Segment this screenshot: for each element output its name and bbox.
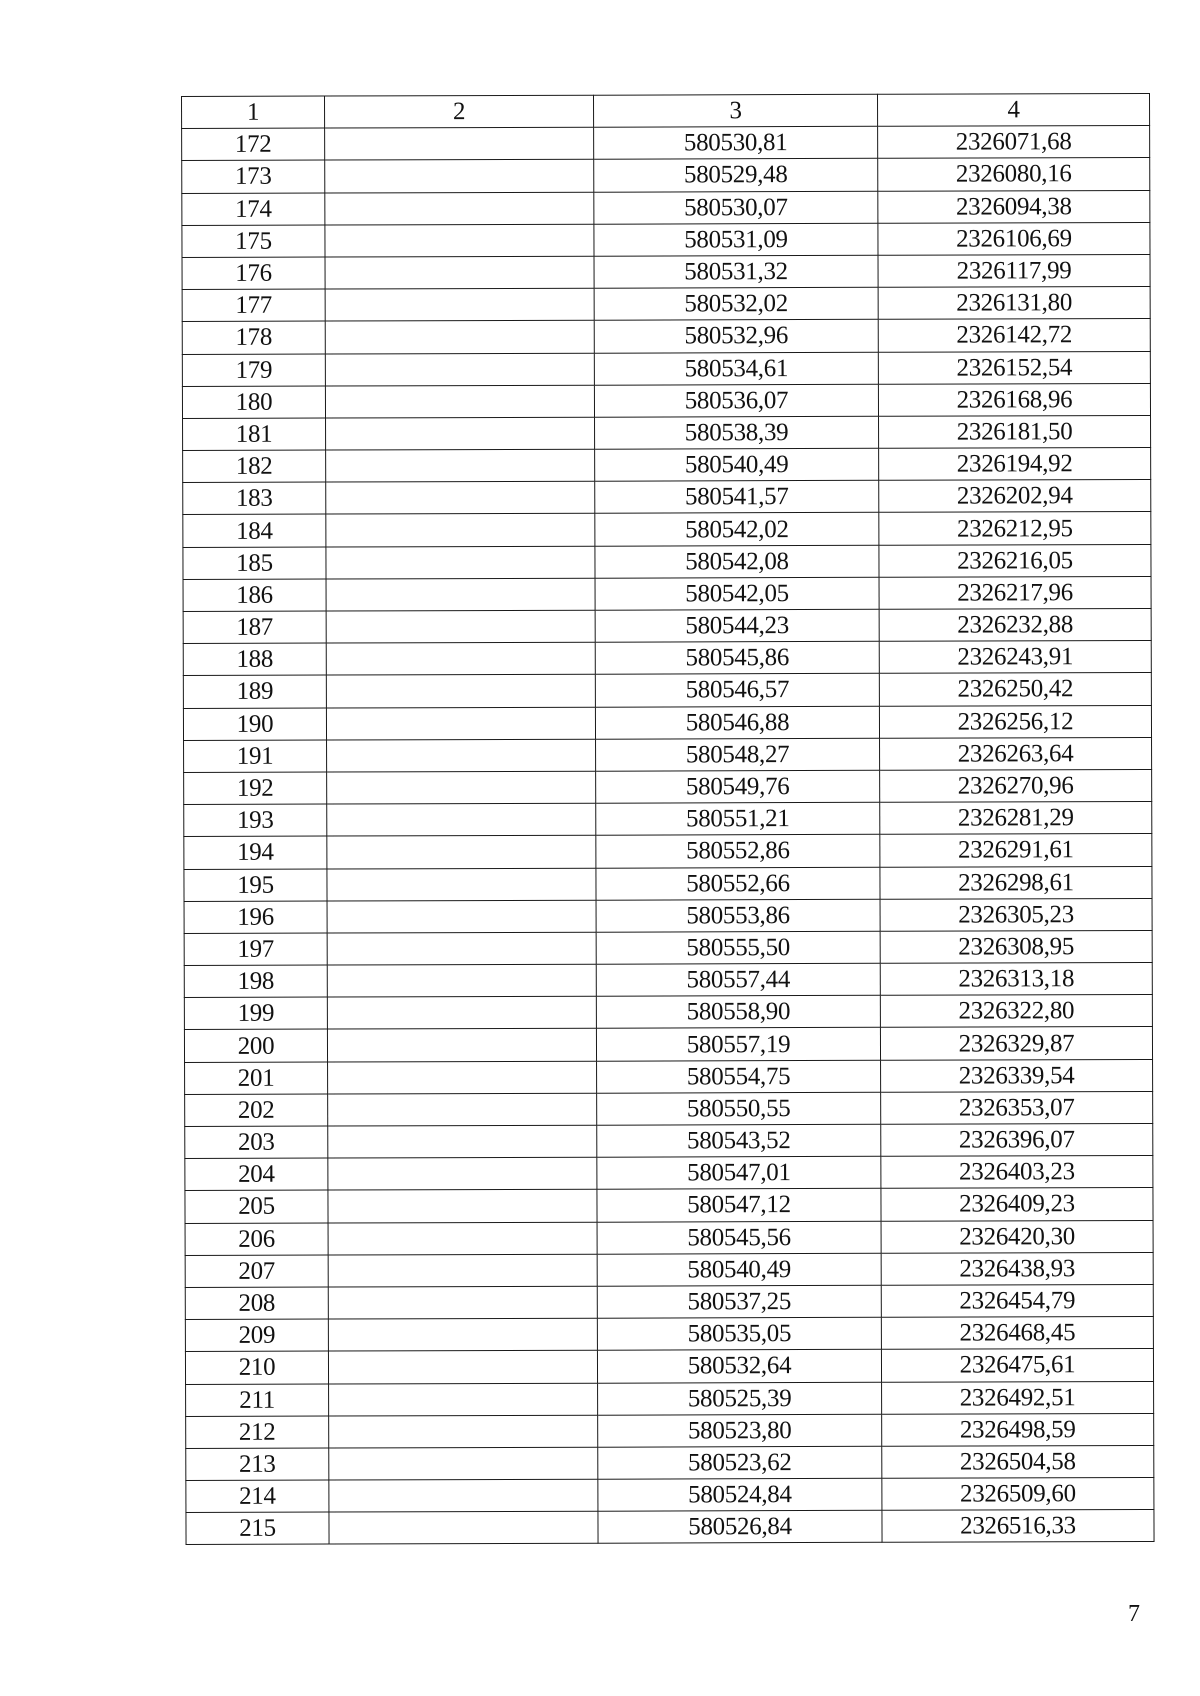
description-cell <box>326 481 595 514</box>
x-coordinate-cell: 580545,86 <box>595 641 879 674</box>
y-coordinate-cell: 2326403,23 <box>881 1156 1153 1189</box>
x-coordinate-cell: 580546,88 <box>595 706 879 739</box>
x-coordinate-cell: 580523,62 <box>598 1446 882 1479</box>
y-coordinate-cell: 2326409,23 <box>881 1188 1153 1221</box>
table-row <box>184 898 1152 933</box>
y-coordinate-cell: 2326305,23 <box>880 898 1152 931</box>
point-number-cell: 197 <box>184 933 327 966</box>
x-coordinate-cell: 580557,19 <box>596 1028 880 1061</box>
table-row <box>183 673 1151 708</box>
description-cell <box>327 771 596 804</box>
point-number-cell: 189 <box>183 675 326 708</box>
point-number-cell: 203 <box>185 1126 328 1159</box>
y-coordinate-cell: 2326298,61 <box>880 866 1152 899</box>
description-cell <box>327 868 596 901</box>
description-cell <box>326 707 595 740</box>
y-coordinate-cell: 2326181,50 <box>879 415 1151 448</box>
x-coordinate-cell: 580529,48 <box>594 159 878 192</box>
y-coordinate-cell: 2326308,95 <box>880 930 1152 963</box>
description-cell <box>327 932 596 965</box>
y-coordinate-cell: 2326106,69 <box>878 222 1150 255</box>
y-coordinate-cell: 2326475,61 <box>881 1349 1153 1382</box>
description-cell <box>326 675 595 708</box>
x-coordinate-cell: 580548,27 <box>596 738 880 771</box>
table-row <box>183 608 1151 643</box>
point-number-cell: 210 <box>185 1351 328 1384</box>
x-coordinate-cell: 580550,55 <box>597 1092 881 1125</box>
y-coordinate-cell: 2326250,42 <box>879 673 1151 706</box>
x-coordinate-cell: 580541,57 <box>595 481 879 514</box>
y-coordinate-cell: 2326492,51 <box>882 1381 1154 1414</box>
x-coordinate-cell: 580545,56 <box>597 1221 881 1254</box>
description-cell <box>328 1222 597 1255</box>
description-cell <box>328 1318 597 1351</box>
description-cell <box>325 160 594 193</box>
point-number-cell: 187 <box>183 611 326 644</box>
table-row <box>185 1349 1153 1384</box>
table-row <box>182 222 1150 257</box>
description-cell <box>326 578 595 611</box>
description-cell <box>326 642 595 675</box>
description-cell <box>325 127 594 160</box>
point-number-cell: 176 <box>182 257 325 290</box>
y-coordinate-cell: 2326131,80 <box>878 287 1150 320</box>
table-row <box>184 995 1152 1030</box>
description-cell <box>329 1415 598 1448</box>
y-coordinate-cell: 2326142,72 <box>878 319 1150 352</box>
x-coordinate-cell: 580536,07 <box>594 384 878 417</box>
point-number-cell: 198 <box>184 965 327 998</box>
table-row <box>185 1123 1153 1158</box>
point-number-cell: 186 <box>183 579 326 612</box>
x-coordinate-cell: 580552,66 <box>596 867 880 900</box>
x-coordinate-cell: 580553,86 <box>596 899 880 932</box>
table-row <box>186 1478 1154 1513</box>
y-coordinate-cell: 2326152,54 <box>878 351 1150 384</box>
table-row <box>185 1317 1153 1352</box>
description-cell <box>328 1286 597 1319</box>
point-number-cell: 194 <box>184 836 327 869</box>
description-cell <box>327 1029 596 1062</box>
description-cell <box>328 1351 597 1384</box>
x-coordinate-cell: 580547,12 <box>597 1189 881 1222</box>
table-row <box>186 1413 1154 1448</box>
x-coordinate-cell: 580538,39 <box>595 416 879 449</box>
coordinates-table <box>181 93 1155 1545</box>
table-row <box>183 512 1151 547</box>
x-coordinate-cell: 580537,25 <box>597 1285 881 1318</box>
y-coordinate-cell: 2326270,96 <box>880 769 1152 802</box>
point-number-cell: 196 <box>184 901 327 934</box>
description-cell <box>325 321 594 354</box>
point-number-cell: 179 <box>182 354 325 387</box>
y-coordinate-cell: 2326468,45 <box>881 1317 1153 1350</box>
y-coordinate-cell: 2326216,05 <box>879 544 1151 577</box>
x-coordinate-cell: 580531,32 <box>594 255 878 288</box>
table-row <box>185 1156 1153 1191</box>
point-number-cell: 172 <box>182 128 325 161</box>
table-row <box>183 544 1151 579</box>
description-cell <box>326 417 595 450</box>
description-cell <box>327 964 596 997</box>
table-row <box>185 1252 1153 1287</box>
point-number-cell: 205 <box>185 1190 328 1223</box>
point-number-cell: 202 <box>185 1094 328 1127</box>
description-cell <box>328 1254 597 1287</box>
x-coordinate-cell: 580525,39 <box>598 1382 882 1415</box>
y-coordinate-cell: 2326212,95 <box>879 512 1151 545</box>
point-number-cell: 199 <box>184 997 327 1030</box>
x-coordinate-cell: 580530,07 <box>594 191 878 224</box>
description-cell <box>326 449 595 482</box>
description-cell <box>327 803 596 836</box>
point-number-cell: 195 <box>184 869 327 902</box>
y-coordinate-cell: 2326117,99 <box>878 254 1150 287</box>
point-number-cell: 192 <box>184 772 327 805</box>
x-coordinate-cell: 580532,64 <box>597 1350 881 1383</box>
table-row <box>183 415 1151 450</box>
y-coordinate-cell: 2326094,38 <box>878 190 1150 223</box>
x-coordinate-cell: 580546,57 <box>595 674 879 707</box>
x-coordinate-cell: 580523,80 <box>598 1414 882 1447</box>
point-number-cell: 214 <box>186 1480 329 1513</box>
y-coordinate-cell: 2326504,58 <box>882 1445 1154 1478</box>
table-row <box>182 287 1150 322</box>
description-cell <box>325 192 594 225</box>
table-row <box>184 769 1152 804</box>
point-number-cell: 191 <box>184 740 327 773</box>
x-coordinate-cell: 580526,84 <box>598 1511 882 1544</box>
table-row <box>186 1445 1154 1480</box>
x-coordinate-cell: 580542,05 <box>595 577 879 610</box>
table-body <box>182 126 1154 1545</box>
point-number-cell: 204 <box>185 1158 328 1191</box>
table-row <box>185 1220 1153 1255</box>
y-coordinate-cell: 2326202,94 <box>879 480 1151 513</box>
y-coordinate-cell: 2326339,54 <box>881 1059 1153 1092</box>
y-coordinate-cell: 2326313,18 <box>880 963 1152 996</box>
y-coordinate-cell: 2326080,16 <box>878 158 1150 191</box>
point-number-cell: 193 <box>184 804 327 837</box>
x-coordinate-cell: 580531,09 <box>594 223 878 256</box>
point-number-cell: 209 <box>185 1319 328 1352</box>
table-row <box>184 963 1152 998</box>
table-row <box>183 705 1151 740</box>
table-row <box>185 1059 1153 1094</box>
point-number-cell: 188 <box>183 643 326 676</box>
x-coordinate-cell: 580547,01 <box>597 1156 881 1189</box>
description-cell <box>325 288 594 321</box>
y-coordinate-cell: 2326353,07 <box>881 1091 1153 1124</box>
header-col-4: 4 <box>877 93 1149 126</box>
y-coordinate-cell: 2326291,61 <box>880 834 1152 867</box>
y-coordinate-cell: 2326509,60 <box>882 1478 1154 1511</box>
table-row <box>184 834 1152 869</box>
y-coordinate-cell: 2326420,30 <box>881 1220 1153 1253</box>
table-row <box>183 448 1151 483</box>
table-row <box>183 480 1151 515</box>
x-coordinate-cell: 580532,96 <box>594 320 878 353</box>
x-coordinate-cell: 580542,08 <box>595 545 879 578</box>
point-number-cell: 174 <box>182 193 325 226</box>
table-row <box>182 383 1150 418</box>
point-number-cell: 212 <box>186 1416 329 1449</box>
description-cell <box>326 546 595 579</box>
y-coordinate-cell: 2326516,33 <box>882 1510 1154 1543</box>
point-number-cell: 180 <box>182 386 325 419</box>
table-row <box>183 641 1151 676</box>
table-row <box>186 1510 1154 1545</box>
header-col-2: 2 <box>325 95 594 128</box>
header-col-3: 3 <box>593 94 877 127</box>
y-coordinate-cell: 2326194,92 <box>879 448 1151 481</box>
description-cell <box>328 1093 597 1126</box>
x-coordinate-cell: 580549,76 <box>596 770 880 803</box>
x-coordinate-cell: 580534,61 <box>594 352 878 385</box>
table-row <box>184 802 1152 837</box>
y-coordinate-cell: 2326454,79 <box>881 1284 1153 1317</box>
description-cell <box>329 1447 598 1480</box>
point-number-cell: 208 <box>185 1287 328 1320</box>
x-coordinate-cell: 580554,75 <box>597 1060 881 1093</box>
y-coordinate-cell: 2326263,64 <box>880 737 1152 770</box>
y-coordinate-cell: 2326217,96 <box>879 576 1151 609</box>
x-coordinate-cell: 580524,84 <box>598 1478 882 1511</box>
point-number-cell: 190 <box>183 708 326 741</box>
table-row <box>184 930 1152 965</box>
point-number-cell: 213 <box>186 1448 329 1481</box>
description-cell <box>328 1157 597 1190</box>
point-number-cell: 201 <box>185 1062 328 1095</box>
x-coordinate-cell: 580540,49 <box>597 1253 881 1286</box>
table-row <box>182 158 1150 193</box>
description-cell <box>327 996 596 1029</box>
point-number-cell: 173 <box>182 160 325 193</box>
table-row <box>182 190 1150 225</box>
y-coordinate-cell: 2326329,87 <box>880 1027 1152 1060</box>
description-cell <box>325 353 594 386</box>
table-row <box>182 319 1150 354</box>
description-cell <box>325 256 594 289</box>
point-number-cell: 183 <box>183 482 326 515</box>
point-number-cell: 175 <box>182 225 325 258</box>
x-coordinate-cell: 580542,02 <box>595 513 879 546</box>
description-cell <box>327 900 596 933</box>
description-cell <box>329 1383 598 1416</box>
table-header <box>182 93 1150 128</box>
x-coordinate-cell: 580530,81 <box>594 126 878 159</box>
point-number-cell: 200 <box>184 1029 327 1062</box>
description-cell <box>328 1061 597 1094</box>
y-coordinate-cell: 2326396,07 <box>881 1123 1153 1156</box>
point-number-cell: 182 <box>183 450 326 483</box>
table-row <box>185 1091 1153 1126</box>
x-coordinate-cell: 580543,52 <box>597 1124 881 1157</box>
x-coordinate-cell: 580540,49 <box>595 448 879 481</box>
y-coordinate-cell: 2326232,88 <box>879 608 1151 641</box>
y-coordinate-cell: 2326498,59 <box>882 1413 1154 1446</box>
description-cell <box>329 1511 598 1544</box>
table-row <box>182 351 1150 386</box>
description-cell <box>328 1190 597 1223</box>
y-coordinate-cell: 2326071,68 <box>878 126 1150 159</box>
y-coordinate-cell: 2326243,91 <box>879 641 1151 674</box>
y-coordinate-cell: 2326256,12 <box>879 705 1151 738</box>
description-cell <box>325 224 594 257</box>
table-row <box>182 126 1150 161</box>
page-number: 7 <box>1128 1601 1140 1627</box>
point-number-cell: 207 <box>185 1255 328 1288</box>
point-number-cell: 181 <box>183 418 326 451</box>
header-col-1: 1 <box>182 96 325 129</box>
description-cell <box>329 1479 598 1512</box>
table-row <box>185 1284 1153 1319</box>
table-row <box>185 1188 1153 1223</box>
table-row <box>184 866 1152 901</box>
y-coordinate-cell: 2326322,80 <box>880 995 1152 1028</box>
point-number-cell: 178 <box>182 321 325 354</box>
y-coordinate-cell: 2326168,96 <box>878 383 1150 416</box>
table-row <box>184 737 1152 772</box>
y-coordinate-cell: 2326281,29 <box>880 802 1152 835</box>
header-row <box>182 93 1150 128</box>
x-coordinate-cell: 580555,50 <box>596 931 880 964</box>
description-cell <box>327 739 596 772</box>
x-coordinate-cell: 580557,44 <box>596 963 880 996</box>
point-number-cell: 185 <box>183 547 326 580</box>
point-number-cell: 177 <box>182 289 325 322</box>
description-cell <box>326 610 595 643</box>
x-coordinate-cell: 580535,05 <box>597 1317 881 1350</box>
x-coordinate-cell: 580532,02 <box>594 287 878 320</box>
table-row <box>184 1027 1152 1062</box>
description-cell <box>325 385 594 418</box>
point-number-cell: 211 <box>186 1384 329 1417</box>
point-number-cell: 206 <box>185 1223 328 1256</box>
y-coordinate-cell: 2326438,93 <box>881 1252 1153 1285</box>
description-cell <box>326 514 595 547</box>
x-coordinate-cell: 580551,21 <box>596 802 880 835</box>
table-row <box>182 254 1150 289</box>
description-cell <box>328 1125 597 1158</box>
x-coordinate-cell: 580544,23 <box>595 609 879 642</box>
description-cell <box>327 836 596 869</box>
x-coordinate-cell: 580552,86 <box>596 835 880 868</box>
point-number-cell: 184 <box>183 514 326 547</box>
table-row <box>186 1381 1154 1416</box>
point-number-cell: 215 <box>186 1512 329 1545</box>
x-coordinate-cell: 580558,90 <box>596 996 880 1029</box>
table-row <box>183 576 1151 611</box>
